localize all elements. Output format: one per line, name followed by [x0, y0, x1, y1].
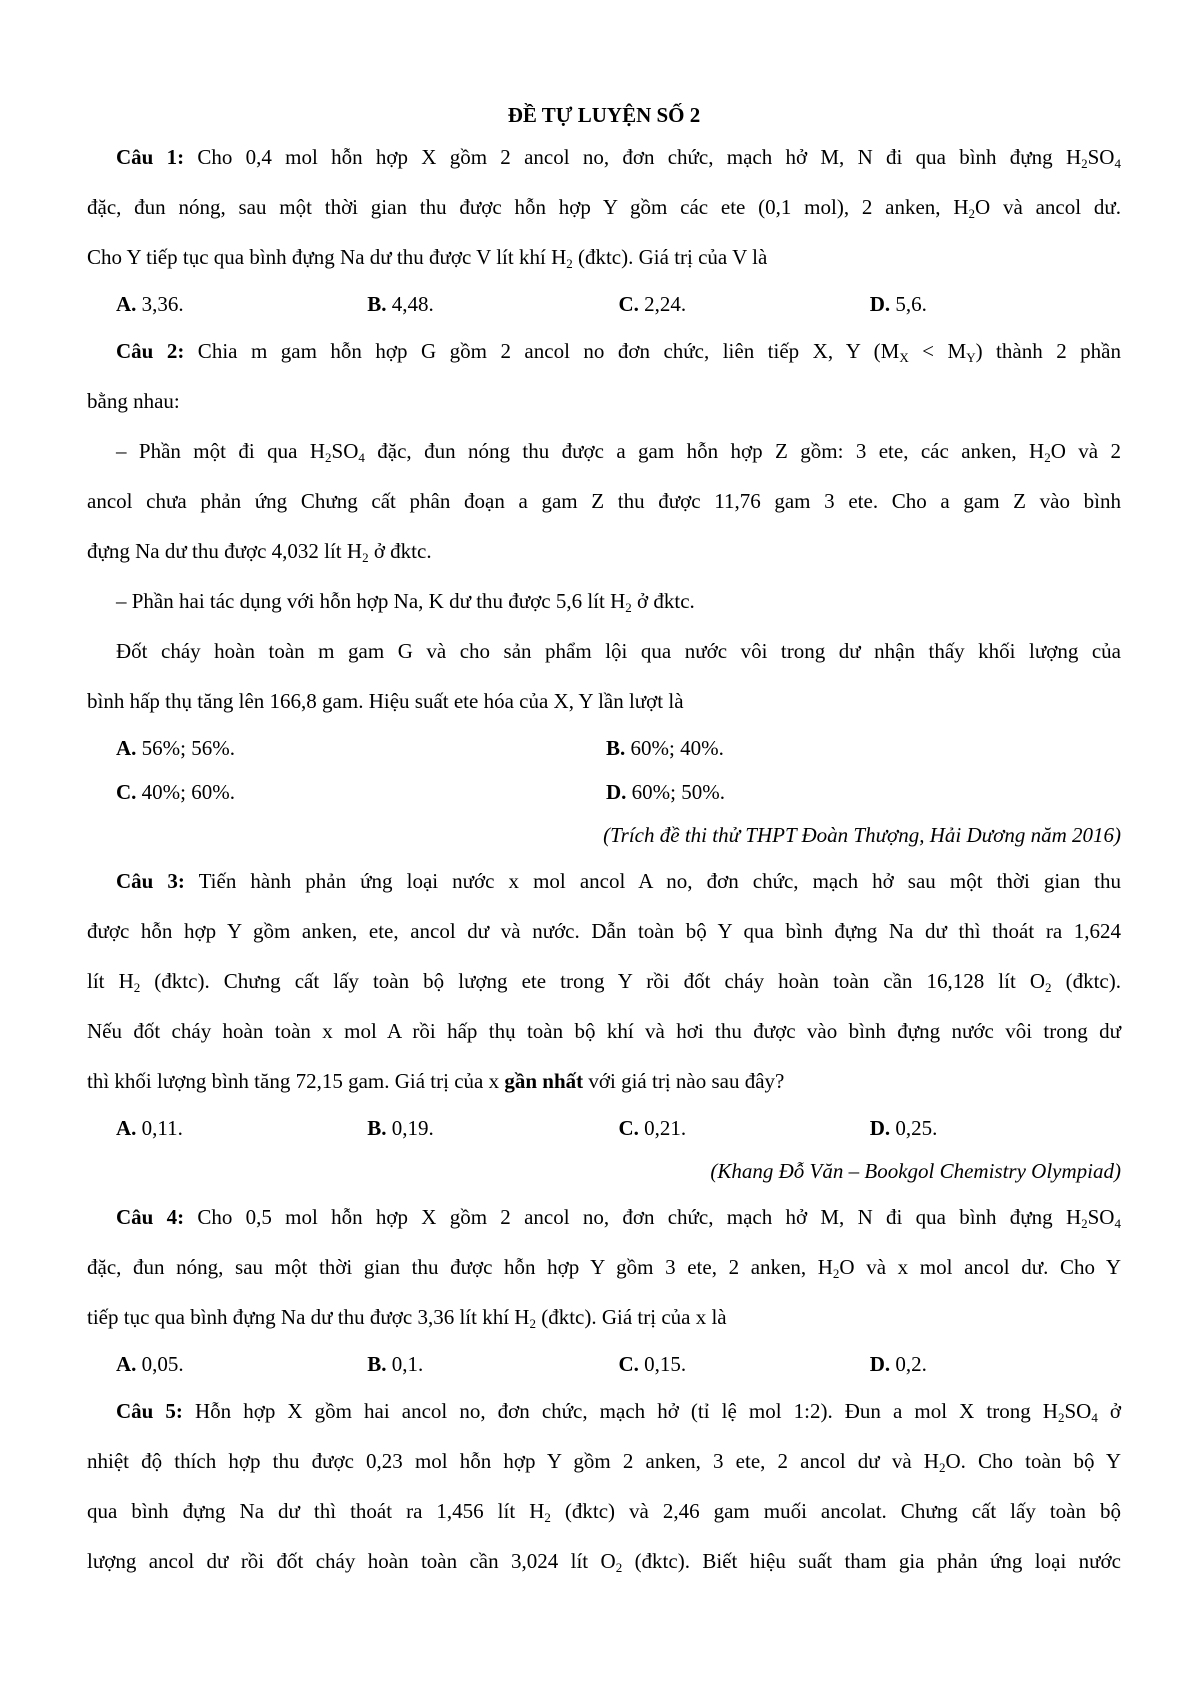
option-d: D. 0,2.: [869, 1352, 927, 1376]
formula-h2o: $H_2O$.: [923, 1449, 966, 1475]
option-c: C. 0,15.: [618, 1352, 687, 1376]
question-1-line-2: đặc, đun nóng, sau một thời gian thu được hỗn hợp Y gồm các ete (0,1 mol), 2 anken, $H_2O$ và ancol dư.: [87, 195, 1121, 221]
option-c: C. 2,24.: [618, 292, 687, 316]
emphasis: gần nhất: [504, 1069, 584, 1093]
formula-h2: $H_2$: [118, 969, 141, 995]
question-5-line-4: lượng ancol dư rồi đốt cháy hoàn toàn cần 3,024 lít $O_2$ (đktc). Biết hiệu suất tham gia phản ứng loại nước: [87, 1549, 1121, 1575]
formula-o2: $O_2$: [600, 1549, 623, 1575]
question-label: Câu 3:: [116, 869, 185, 893]
option-a: A. 56%; 56%.: [116, 736, 235, 760]
question-2-line-2: bằng nhau:: [87, 389, 180, 413]
formula-h2o: $H_2O$: [817, 1255, 855, 1281]
formula-h2: $H_2$: [514, 1305, 536, 1331]
question-3-line-4: Nếu đốt cháy hoàn toàn x mol A rồi hấp thụ toàn bộ khí và hơi thu được vào bình đựng nước vôi trong dư: [87, 1019, 1121, 1043]
question-label: Câu 5:: [116, 1399, 183, 1423]
question-3-line-1: Câu 3: Tiến hành phản ứng loại nước x mol ancol A no, đơn chức, mạch hở sau một thời gian thu: [116, 869, 1121, 893]
formula-h2so4: $H_2SO_4$: [1065, 1205, 1121, 1231]
question-4-line-1: Câu 4: Cho 0,5 mol hỗn hợp X gồm 2 ancol no, đơn chức, mạch hở M, N đi qua bình đựng $H_2SO_4$: [116, 1205, 1121, 1231]
option-a: A. 3,36.: [116, 292, 184, 316]
option-c: C. 40%; 60%.: [116, 780, 235, 804]
option-b: B. 60%; 40%.: [606, 736, 724, 760]
page-title: ĐỀ TỰ LUYỆN SỐ 2: [507, 103, 701, 127]
source-citation: (Trích đề thi thử THPT Đoàn Thượng, Hải Dương năm 2016): [603, 823, 1121, 847]
question-label: Câu 4:: [116, 1205, 185, 1229]
option-b: B. 0,1.: [367, 1352, 424, 1376]
formula-h2so4: $H_2SO_4$: [1042, 1399, 1098, 1425]
question-5-line-1: Câu 5: Hỗn hợp X gồm hai ancol no, đơn chức, mạch hở (tỉ lệ mol 1:2). Đun a mol X trong $H_2SO_4$ ở: [116, 1399, 1122, 1425]
question-2-line-4: ancol chưa phản ứng Chưng cất phân đoạn a gam Z thu được 11,76 gam 3 ete. Cho a gam Z vào bình: [87, 489, 1121, 513]
option-d: D. 0,25.: [869, 1116, 938, 1140]
question-2-line-6: – Phần hai tác dụng với hỗn hợp Na, K dư thu được 5,6 lít $H_2$ ở đktc.: [116, 589, 695, 615]
option-a: A. 0,11.: [116, 1116, 183, 1140]
formula-h2: $H_2$: [529, 1499, 551, 1525]
question-1-line-3: Cho Y tiếp tục qua bình đựng Na dư thu được V lít khí $H_2$ (đktc). Giá trị của V là: [87, 245, 768, 271]
answer-options: [87, 1342, 1121, 1386]
formula-o2: $O_2$: [1029, 969, 1052, 995]
question-3: [87, 856, 1121, 1192]
question-2-line-7: Đốt cháy hoàn toàn m gam G và cho sản phẩm lội qua nước vôi trong dư nhận thấy khối lượng của: [116, 639, 1121, 663]
answer-options: [87, 1106, 1121, 1150]
question-2-line-8: bình hấp thụ tăng lên 166,8 gam. Hiệu suất ete hóa của X, Y lần lượt là: [87, 689, 684, 713]
formula-h2o: $H_2O$: [953, 195, 991, 221]
question-5-line-2: nhiệt độ thích hợp thu được 0,23 mol hỗn hợp Y gồm 2 anken, 3 ete, 2 ancol dư và $H_2O$. Cho toàn bộ Y: [87, 1449, 1121, 1475]
formula-h2: $H_2$: [610, 589, 632, 615]
formula-h2so4: $H_2SO_4$: [309, 439, 365, 465]
question-5: [87, 1386, 1121, 1586]
formula-h2o: $H_2O$: [1029, 439, 1066, 465]
question-5-line-3: qua bình đựng Na dư thì thoát ra 1,456 lít $H_2$ (đktc) và 2,46 gam muối ancolat. Chưng cất lấy toàn bộ: [87, 1499, 1122, 1525]
question-2-line-1: Câu 2: Chia m gam hỗn hợp G gồm 2 ancol no đơn chức, liên tiếp X, Y $(M_X < M_Y)$ thành 2 phần: [116, 339, 1121, 365]
formula-h2: $H_2$: [346, 539, 369, 565]
answer-options: [87, 770, 1121, 814]
document-page: [87, 100, 1121, 1586]
answer-options: [87, 726, 1121, 770]
question-3-line-3: lít $H_2$ (đktc). Chưng cất lấy toàn bộ lượng ete trong Y rồi đốt cháy hoàn toàn cần 16,128 lít $O_2$ (đktc).: [87, 969, 1121, 995]
question-2: [87, 326, 1121, 856]
question-1-line-1: Câu 1: Cho 0,4 mol hỗn hợp X gồm 2 ancol no, đơn chức, mạch hở M, N đi qua bình đựng $H_2SO_4$: [116, 145, 1121, 171]
option-b: B. 0,19.: [367, 1116, 434, 1140]
option-d: D. 60%; 50%.: [606, 780, 725, 804]
question-1: [87, 132, 1121, 326]
formula-h2: $H_2$: [551, 245, 573, 271]
option-d: D. 5,6.: [869, 292, 927, 316]
question-4-line-3: tiếp tục qua bình đựng Na dư thu được 3,36 lít khí $H_2$ (đktc). Giá trị của x là: [87, 1305, 727, 1331]
source-citation: (Khang Đỗ Văn – Bookgol Chemistry Olympiad): [710, 1159, 1121, 1183]
question-4: [87, 1192, 1121, 1386]
answer-options: [87, 282, 1121, 326]
option-a: A. 0,05.: [116, 1352, 184, 1376]
option-b: B. 4,48.: [367, 292, 434, 316]
option-c: C. 0,21.: [618, 1116, 687, 1140]
question-3-line-2: được hỗn hợp Y gồm anken, ete, ancol dư và nước. Dẫn toàn bộ Y qua bình đựng Na dư thì thoát ra 1,624: [87, 919, 1121, 943]
question-2-line-5: đựng Na dư thu được 4,032 lít $H_2$ ở đktc.: [87, 539, 432, 565]
question-label: Câu 1:: [116, 145, 185, 169]
question-2-line-3: – Phần một đi qua $H_2SO_4$ đặc, đun nóng thu được a gam hỗn hợp Z gồm: 3 ete, các anken, $H_2O$ và 2: [116, 439, 1121, 465]
question-4-line-2: đặc, đun nóng, sau một thời gian thu được hỗn hợp Y gồm 3 ete, 2 anken, $H_2O$ và x mol ancol dư. Cho Y: [87, 1255, 1121, 1281]
question-label: Câu 2:: [116, 339, 185, 363]
question-3-line-5: thì khối lượng bình tăng 72,15 gam. Giá trị của x gần nhất với giá trị nào sau đây?: [87, 1069, 785, 1093]
formula-h2so4: $H_2SO_4$: [1065, 145, 1121, 171]
